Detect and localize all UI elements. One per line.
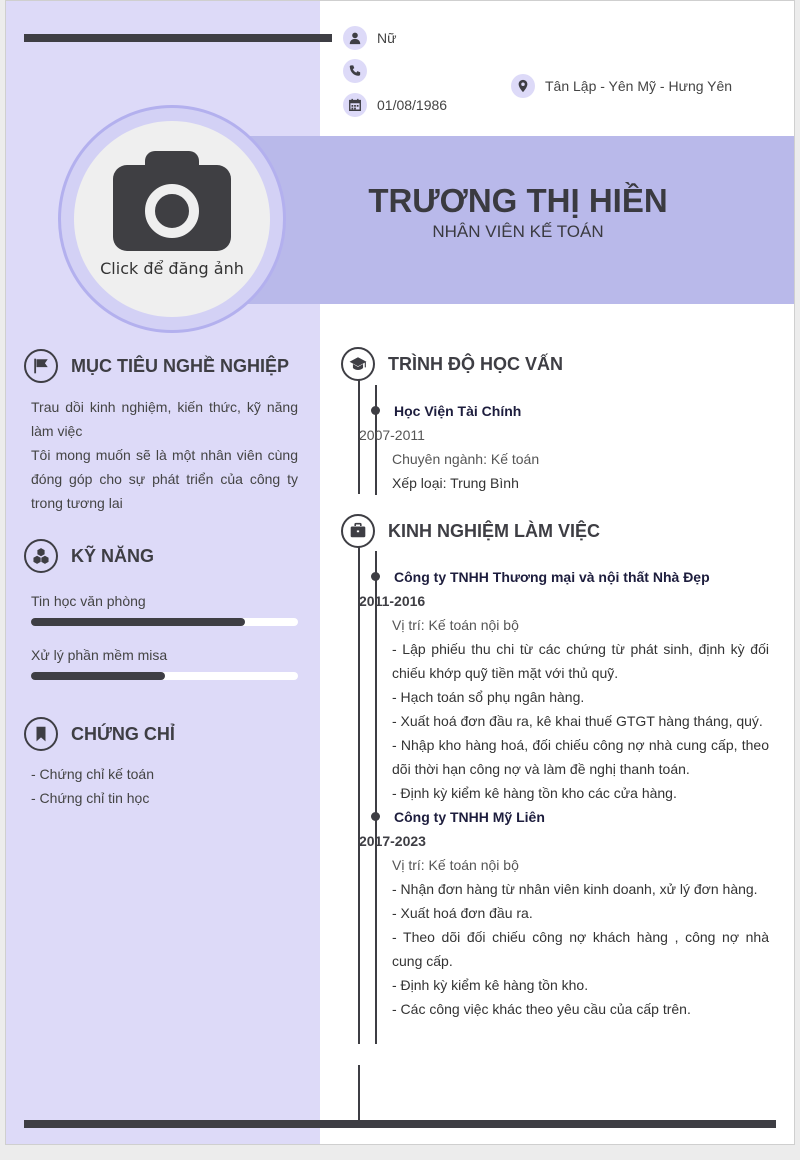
gender-value: Nữ [377, 30, 397, 46]
education-years: 2007-2011 [359, 427, 425, 443]
company-name: Công ty TNHH Thương mại và nội thất Nhà Đẹp [394, 569, 710, 585]
briefcase-icon [341, 514, 375, 548]
job-position: Vị trí: Kế toán nội bộ [392, 617, 519, 633]
job-position: Vị trí: Kế toán nội bộ [392, 857, 519, 873]
experience-header [341, 514, 600, 548]
certs-header [24, 717, 175, 751]
objective-text-2: Tôi mong muốn sẽ là một nhân viên cùng đóng góp cho sự phát triển của công ty trong tương lai [31, 447, 298, 511]
objective-header [24, 349, 289, 383]
education-header [341, 347, 563, 381]
job-task: - Nhập kho hàng hoá, đối chiếu công nợ nhà cung cấp, theo dõi thời hạn công nợ và làm đề nghị thanh toán. [392, 737, 769, 777]
job-title: NHÂN VIÊN KẾ TOÁN [432, 222, 604, 241]
contact-phone[interactable] [343, 59, 377, 83]
contact-birthday [343, 93, 447, 117]
bookmark-icon [24, 717, 58, 751]
contact-gender [343, 26, 396, 50]
job-task: - Nhận đơn hàng từ nhân viên kinh doanh, xử lý đơn hàng. [392, 881, 758, 897]
birthday-value: 01/08/1986 [377, 97, 448, 113]
company-name: Công ty TNHH Mỹ Liên [394, 809, 545, 825]
job-task: - Các công việc khác theo yêu cầu của cấp trên. [392, 1001, 691, 1017]
experience-title: KINH NGHIỆM LÀM VIỆC [388, 520, 601, 541]
skills-title: KỸ NĂNG [71, 545, 155, 566]
person-icon [343, 26, 367, 50]
timeline-line [358, 546, 360, 1044]
job-years: 2011-2016 [359, 593, 426, 609]
location-pin-icon [511, 74, 535, 98]
address-value: Tân Lập - Yên Mỹ - Hưng Yên [545, 78, 733, 94]
graduation-cap-icon [341, 347, 375, 381]
job-task: - Hạch toán sổ phụ ngân hàng. [392, 689, 585, 705]
job-task: - Định kỳ kiểm kê hàng tồn kho các cửa hàng. [392, 785, 677, 801]
cert-item: - Chứng chỉ tin học [31, 790, 150, 806]
job-task: - Xuất hoá đơn đầu ra, kê khai thuế GTGT hàng tháng, quý. [392, 713, 763, 729]
job-years: 2017-2023 [359, 833, 426, 849]
education-title: TRÌNH ĐỘ HỌC VẤN [388, 353, 563, 374]
full-name: TRƯƠNG THỊ HIỀN [368, 182, 668, 219]
skill-bar [31, 672, 298, 680]
objective-title: MỤC TIÊU NGHỀ NGHIỆP [71, 355, 290, 376]
bottom-divider [24, 1120, 776, 1128]
job-task: - Lập phiếu thu chi từ các chứng từ phát sinh, định kỳ đối chiếu khớp quỹ tiền mặt với thủ quỹ. [392, 641, 769, 681]
certs-title: CHỨNG CHỈ [71, 723, 175, 744]
photo-upload-label: Click để đăng ảnh [100, 259, 244, 278]
skill-name: Xử lý phần mềm misa [31, 647, 168, 663]
job-task: - Định kỳ kiểm kê hàng tồn kho. [392, 977, 589, 993]
timeline-dot [371, 572, 380, 581]
job-task: - Theo dõi đối chiếu công nợ khách hàng , công nợ nhà cung cấp. [392, 929, 769, 969]
education-grade: Xếp loại: Trung Bình [392, 475, 519, 491]
timeline-dot [371, 406, 380, 415]
skill-bar [31, 618, 298, 626]
skill-bar-fill [31, 618, 245, 626]
cert-item: - Chứng chỉ kế toán [31, 766, 154, 782]
school-name: Học Viện Tài Chính [394, 403, 522, 419]
timeline-line [358, 1065, 360, 1122]
skills-header [24, 539, 154, 573]
calendar-icon [343, 93, 367, 117]
contact-address [511, 74, 732, 98]
timeline-dot [371, 812, 380, 821]
header-band [240, 136, 795, 304]
skill-name: Tin học văn phòng [31, 593, 146, 609]
top-divider [24, 34, 332, 42]
timeline-line [375, 551, 377, 1044]
objective-text-1: Trau dồi kinh nghiệm, kiến thức, kỹ năng làm việc [31, 399, 298, 439]
skill-bar-fill [31, 672, 165, 680]
phone-icon [343, 59, 367, 83]
education-major: Chuyên ngành: Kế toán [392, 451, 540, 467]
cubes-icon [24, 539, 58, 573]
cv-page [5, 0, 795, 1145]
camera-lens-icon [145, 184, 199, 238]
flag-icon [24, 349, 58, 383]
job-task: - Xuất hoá đơn đầu ra. [392, 905, 533, 921]
